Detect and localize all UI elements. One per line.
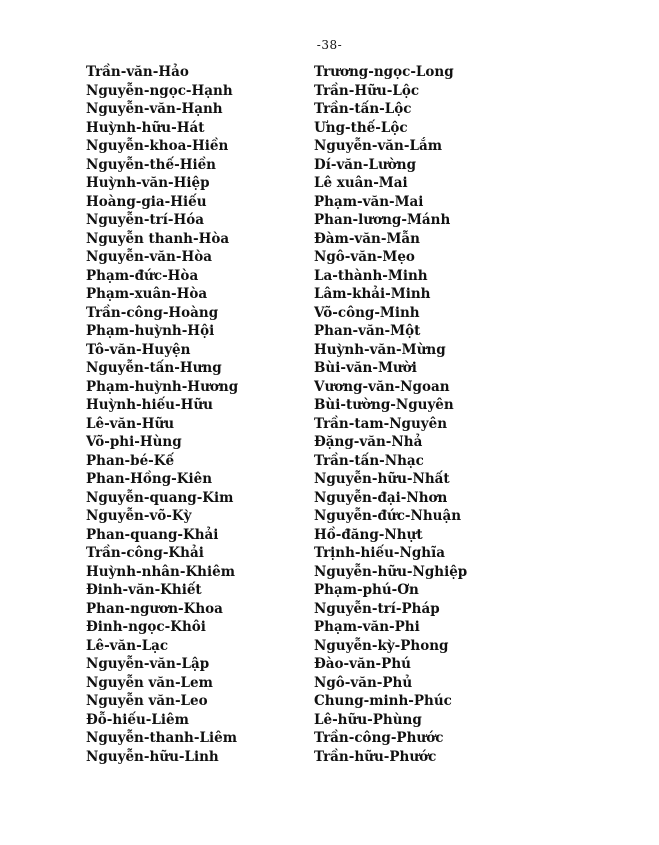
- name-entry: Nguyễn-văn-Hạnh: [86, 101, 223, 117]
- name-entry: Đào-văn-Phú: [314, 656, 411, 672]
- name-entry: Nguyễn-đại-Nhơn: [314, 489, 448, 506]
- name-entry: La-thành-Minh: [314, 267, 428, 284]
- name-entry: Đinh-ngọc-Khôi: [86, 619, 206, 635]
- name-entry: Nguyễn thanh-Hòa: [86, 230, 230, 247]
- name-entry: Trần-Hữu-Lộc: [314, 82, 420, 99]
- name-entry: Trần-tam-Nguyên: [314, 415, 448, 432]
- name-entry: Phan-lương-Mánh: [314, 212, 451, 228]
- name-entry: Võ-công-Minh: [314, 304, 420, 321]
- name-entry: Ngô-văn-Mẹo: [314, 249, 415, 265]
- name-entry: Đặng-văn-Nhả: [314, 434, 423, 450]
- name-entry: Nguyễn-hữu-Nhất: [314, 471, 450, 487]
- name-entry: Phạm-văn-Phi: [314, 619, 420, 635]
- name-entry: Phạm-đức-Hòa: [86, 267, 199, 284]
- name-entry: Trần-công-Phước: [314, 730, 444, 746]
- name-entry: Nguyễn-quang-Kim: [86, 489, 234, 506]
- name-entry: Nguyễn-thế-Hiền: [86, 156, 216, 173]
- name-entry: Huỳnh-văn-Mừng: [314, 341, 446, 358]
- name-entry: Trần-hữu-Phước: [314, 748, 437, 765]
- name-entry: Chung-minh-Phúc: [314, 693, 452, 709]
- name-entry: Hồ-đăng-Nhựt: [314, 526, 423, 543]
- name-entry: Võ-phi-Hùng: [86, 434, 182, 450]
- name-entry: Trần-tấn-Lộc: [314, 101, 412, 117]
- name-entry: Phan-bé-Kế: [86, 452, 175, 469]
- name-entry: Nguyễn-kỳ-Phong: [314, 637, 449, 654]
- name-entry: Nguyễn-văn-Lập: [86, 656, 210, 672]
- name-entry: Huỳnh-nhân-Khiêm: [86, 563, 235, 580]
- name-entry: Trần-công-Khải: [86, 545, 204, 561]
- name-entry: Nguyễn văn-Leo: [86, 693, 208, 709]
- name-entry: Bùi-văn-Mười: [314, 360, 417, 376]
- name-entry: Ngô-văn-Phủ: [314, 674, 413, 691]
- name-entry: Lâm-khải-Minh: [314, 286, 431, 302]
- name-entry: Lê-hữu-Phùng: [314, 711, 422, 728]
- name-entry: Nguyễn-trí-Pháp: [314, 600, 440, 617]
- name-entry: Vương-văn-Ngoan: [314, 378, 450, 395]
- left-name-column: [86, 63, 306, 766]
- name-entry: Phạm-văn-Mai: [314, 193, 424, 210]
- name-entry: Đỗ-hiếu-Liêm: [86, 711, 189, 728]
- name-entry: Phạm-huỳnh-Hội: [86, 323, 215, 339]
- name-entry: Trần-công-Hoàng: [86, 304, 219, 321]
- right-name-column: [314, 63, 554, 766]
- name-entry: Phạm-huỳnh-Hương: [86, 378, 239, 395]
- name-entry: Nguyễn-tấn-Hưng: [86, 360, 222, 376]
- name-entry: Dí-văn-Lường: [314, 156, 417, 173]
- name-entry: Nguyễn-khoa-Hiền: [86, 138, 229, 154]
- name-entry: Trần-văn-Hảo: [86, 64, 189, 80]
- name-entry: Nguyễn-thanh-Liêm: [86, 730, 237, 746]
- name-entry: Lê xuân-Mai: [314, 175, 408, 191]
- name-entry: Nguyễn-võ-Kỳ: [86, 508, 192, 524]
- name-entry: Hoàng-gia-Hiếu: [86, 193, 207, 210]
- name-entry: Trịnh-hiếu-Nghĩa: [314, 545, 445, 561]
- name-entry: Phạm-xuân-Hòa: [86, 286, 208, 302]
- name-entry: Huỳnh-hiếu-Hữu: [86, 397, 213, 413]
- name-entry: Nguyễn-hữu-Linh: [86, 748, 219, 765]
- name-entry: Lê-văn-Lạc: [86, 637, 169, 654]
- name-entry: Tô-văn-Huyện: [86, 341, 191, 358]
- name-entry: Phan-văn-Một: [314, 323, 421, 339]
- name-entry: Lê-văn-Hữu: [86, 415, 175, 432]
- name-entry: Nguyễn-đức-Nhuận: [314, 508, 462, 524]
- name-entry: Nguyễn-văn-Hòa: [86, 249, 212, 265]
- name-entry: Huỳnh-văn-Hiệp: [86, 175, 210, 191]
- name-entry: Bùi-tường-Nguyên: [314, 397, 454, 413]
- name-entry: Nguyễn-ngọc-Hạnh: [86, 82, 233, 99]
- name-entry: Nguyễn-trí-Hóa: [86, 212, 205, 228]
- name-entry: Trương-ngọc-Long: [314, 64, 454, 80]
- name-entry: Nguyễn-văn-Lắm: [314, 138, 442, 154]
- name-entry: Phan-ngươn-Khoa: [86, 600, 223, 617]
- name-entry: Đàm-văn-Mẫn: [314, 230, 420, 247]
- name-entry: Phan-Hồng-Kiên: [86, 471, 213, 487]
- name-entry: Phan-quang-Khải: [86, 526, 219, 543]
- page-number: -38-: [316, 38, 343, 52]
- name-entry: Phạm-phú-Ơn: [314, 582, 419, 598]
- name-entry: Ưng-thế-Lộc: [314, 119, 408, 136]
- name-entry: Đinh-văn-Khiết: [86, 582, 202, 598]
- name-entry: Huỳnh-hữu-Hát: [86, 119, 205, 136]
- name-entry: Nguyễn-hữu-Nghiệp: [314, 563, 468, 580]
- name-entry: Nguyễn văn-Lem: [86, 674, 213, 691]
- name-entry: Trần-tấn-Nhạc: [314, 452, 424, 469]
